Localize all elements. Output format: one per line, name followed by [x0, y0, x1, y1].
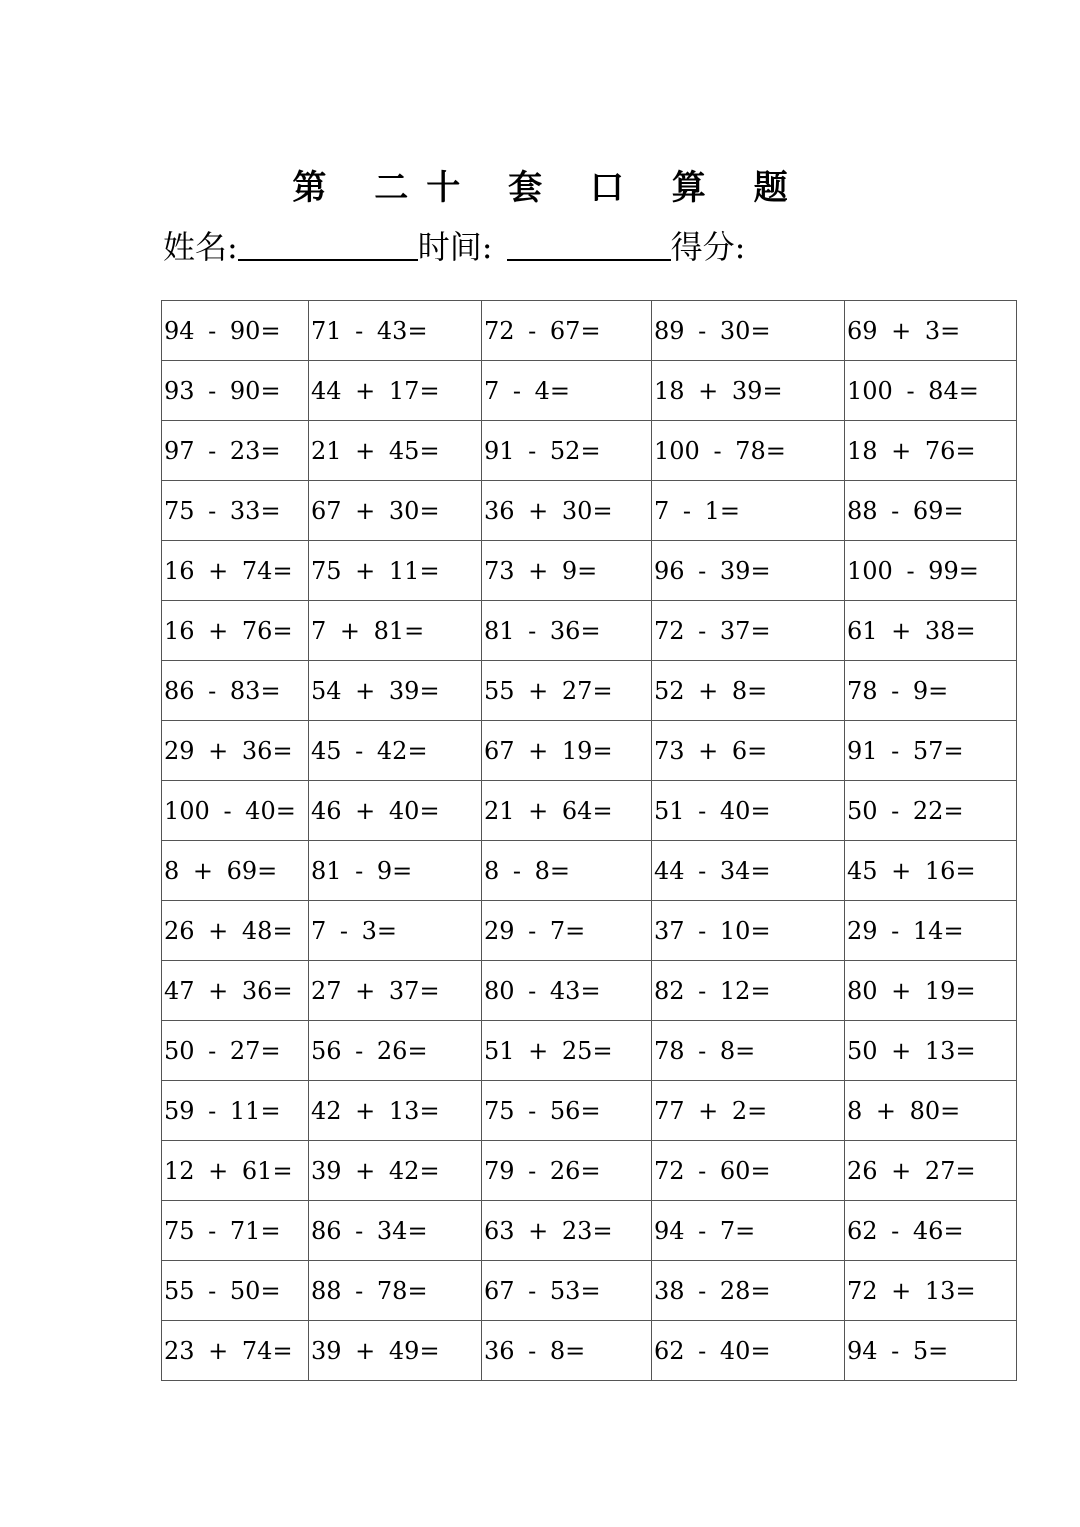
problem-cell: 16 + 76=	[162, 601, 309, 661]
problem-cell: 16 + 74=	[162, 541, 309, 601]
problem-cell: 29 + 36=	[162, 721, 309, 781]
time-blank[interactable]	[507, 223, 671, 261]
problem-cell: 26 + 27=	[845, 1141, 1017, 1201]
problem-cell: 73 + 6=	[652, 721, 845, 781]
problem-cell: 100 - 78=	[652, 421, 845, 481]
problem-cell: 69 + 3=	[845, 301, 1017, 361]
problem-cell: 67 + 30=	[309, 481, 482, 541]
problem-cell: 29 - 14=	[845, 901, 1017, 961]
problem-cell: 72 - 60=	[652, 1141, 845, 1201]
score-label: 得分:	[670, 228, 746, 266]
problem-cell: 7 + 81=	[309, 601, 482, 661]
problem-cell: 55 + 27=	[482, 661, 652, 721]
problem-cell: 45 - 42=	[309, 721, 482, 781]
table-row	[162, 721, 1017, 781]
table-row	[162, 961, 1017, 1021]
problem-cell: 61 + 38=	[845, 601, 1017, 661]
problem-cell: 51 + 25=	[482, 1021, 652, 1081]
table-row	[162, 421, 1017, 481]
problem-cell: 75 - 56=	[482, 1081, 652, 1141]
problem-cell: 45 + 16=	[845, 841, 1017, 901]
table-row	[162, 1021, 1017, 1081]
problem-cell: 44 + 17=	[309, 361, 482, 421]
table-row	[162, 841, 1017, 901]
problem-cell: 23 + 74=	[162, 1321, 309, 1381]
problem-cell: 44 - 34=	[652, 841, 845, 901]
problem-cell: 100 - 84=	[845, 361, 1017, 421]
problem-cell: 8 - 8=	[482, 841, 652, 901]
table-row	[162, 601, 1017, 661]
problem-cell: 97 - 23=	[162, 421, 309, 481]
problem-cell: 79 - 26=	[482, 1141, 652, 1201]
table-row	[162, 481, 1017, 541]
problem-cell: 18 + 76=	[845, 421, 1017, 481]
problem-cell: 18 + 39=	[652, 361, 845, 421]
problem-cell: 75 + 11=	[309, 541, 482, 601]
problem-cell: 50 - 27=	[162, 1021, 309, 1081]
problem-cell: 7 - 3=	[309, 901, 482, 961]
problem-cell: 88 - 78=	[309, 1261, 482, 1321]
problem-cell: 100 - 99=	[845, 541, 1017, 601]
problem-cell: 88 - 69=	[845, 481, 1017, 541]
problem-cell: 72 - 37=	[652, 601, 845, 661]
problem-cell: 94 - 7=	[652, 1201, 845, 1261]
problem-cell: 91 - 52=	[482, 421, 652, 481]
problem-cell: 27 + 37=	[309, 961, 482, 1021]
table-row	[162, 1261, 1017, 1321]
problem-cell: 94 - 90=	[162, 301, 309, 361]
problem-cell: 94 - 5=	[845, 1321, 1017, 1381]
table-row	[162, 541, 1017, 601]
table-row	[162, 1201, 1017, 1261]
problem-cell: 8 + 69=	[162, 841, 309, 901]
problem-cell: 78 - 8=	[652, 1021, 845, 1081]
problem-cell: 50 + 13=	[845, 1021, 1017, 1081]
problem-cell: 93 - 90=	[162, 361, 309, 421]
problem-cell: 96 - 39=	[652, 541, 845, 601]
problem-cell: 77 + 2=	[652, 1081, 845, 1141]
problem-cell: 39 + 42=	[309, 1141, 482, 1201]
problem-cell: 81 - 36=	[482, 601, 652, 661]
problem-cell: 36 + 30=	[482, 481, 652, 541]
problem-cell: 71 - 43=	[309, 301, 482, 361]
table-row	[162, 301, 1017, 361]
problem-cell: 56 - 26=	[309, 1021, 482, 1081]
problem-table	[161, 300, 1017, 1381]
problem-cell: 36 - 8=	[482, 1321, 652, 1381]
problem-cell: 51 - 40=	[652, 781, 845, 841]
problem-cell: 21 + 45=	[309, 421, 482, 481]
problem-cell: 26 + 48=	[162, 901, 309, 961]
problem-cell: 37 - 10=	[652, 901, 845, 961]
problem-cell: 7 - 1=	[652, 481, 845, 541]
problem-cell: 86 - 34=	[309, 1201, 482, 1261]
name-label: 姓名:	[163, 228, 238, 266]
problem-cell: 81 - 9=	[309, 841, 482, 901]
problem-cell: 100 - 40=	[162, 781, 309, 841]
problem-cell: 75 - 33=	[162, 481, 309, 541]
problem-cell: 78 - 9=	[845, 661, 1017, 721]
time-label: 时间:	[417, 228, 493, 266]
problem-cell: 29 - 7=	[482, 901, 652, 961]
name-blank[interactable]	[238, 223, 418, 261]
problem-cell: 54 + 39=	[309, 661, 482, 721]
student-info-line	[163, 220, 745, 270]
problem-cell: 7 - 4=	[482, 361, 652, 421]
problem-cell: 80 + 19=	[845, 961, 1017, 1021]
problem-cell: 72 - 67=	[482, 301, 652, 361]
table-row	[162, 1321, 1017, 1381]
page-title: 第 二十 套 口 算 题	[292, 168, 806, 208]
problem-cell: 55 - 50=	[162, 1261, 309, 1321]
problem-cell: 89 - 30=	[652, 301, 845, 361]
problem-cell: 52 + 8=	[652, 661, 845, 721]
problem-cell: 50 - 22=	[845, 781, 1017, 841]
table-row	[162, 1141, 1017, 1201]
problem-cell: 59 - 11=	[162, 1081, 309, 1141]
problem-cell: 82 - 12=	[652, 961, 845, 1021]
problem-cell: 42 + 13=	[309, 1081, 482, 1141]
table-row	[162, 661, 1017, 721]
problem-cell: 73 + 9=	[482, 541, 652, 601]
problem-cell: 67 - 53=	[482, 1261, 652, 1321]
problem-cell: 75 - 71=	[162, 1201, 309, 1261]
problem-cell: 47 + 36=	[162, 961, 309, 1021]
problem-cell: 38 - 28=	[652, 1261, 845, 1321]
problem-cell: 80 - 43=	[482, 961, 652, 1021]
problem-cell: 62 - 46=	[845, 1201, 1017, 1261]
table-row	[162, 361, 1017, 421]
table-row	[162, 781, 1017, 841]
problem-cell: 62 - 40=	[652, 1321, 845, 1381]
problem-cell: 72 + 13=	[845, 1261, 1017, 1321]
problem-cell: 39 + 49=	[309, 1321, 482, 1381]
problem-cell: 91 - 57=	[845, 721, 1017, 781]
table-row	[162, 1081, 1017, 1141]
problem-cell: 63 + 23=	[482, 1201, 652, 1261]
problem-cell: 86 - 83=	[162, 661, 309, 721]
problem-cell: 46 + 40=	[309, 781, 482, 841]
table-row	[162, 901, 1017, 961]
problem-cell: 67 + 19=	[482, 721, 652, 781]
problem-cell: 12 + 61=	[162, 1141, 309, 1201]
problem-cell: 8 + 80=	[845, 1081, 1017, 1141]
problem-cell: 21 + 64=	[482, 781, 652, 841]
